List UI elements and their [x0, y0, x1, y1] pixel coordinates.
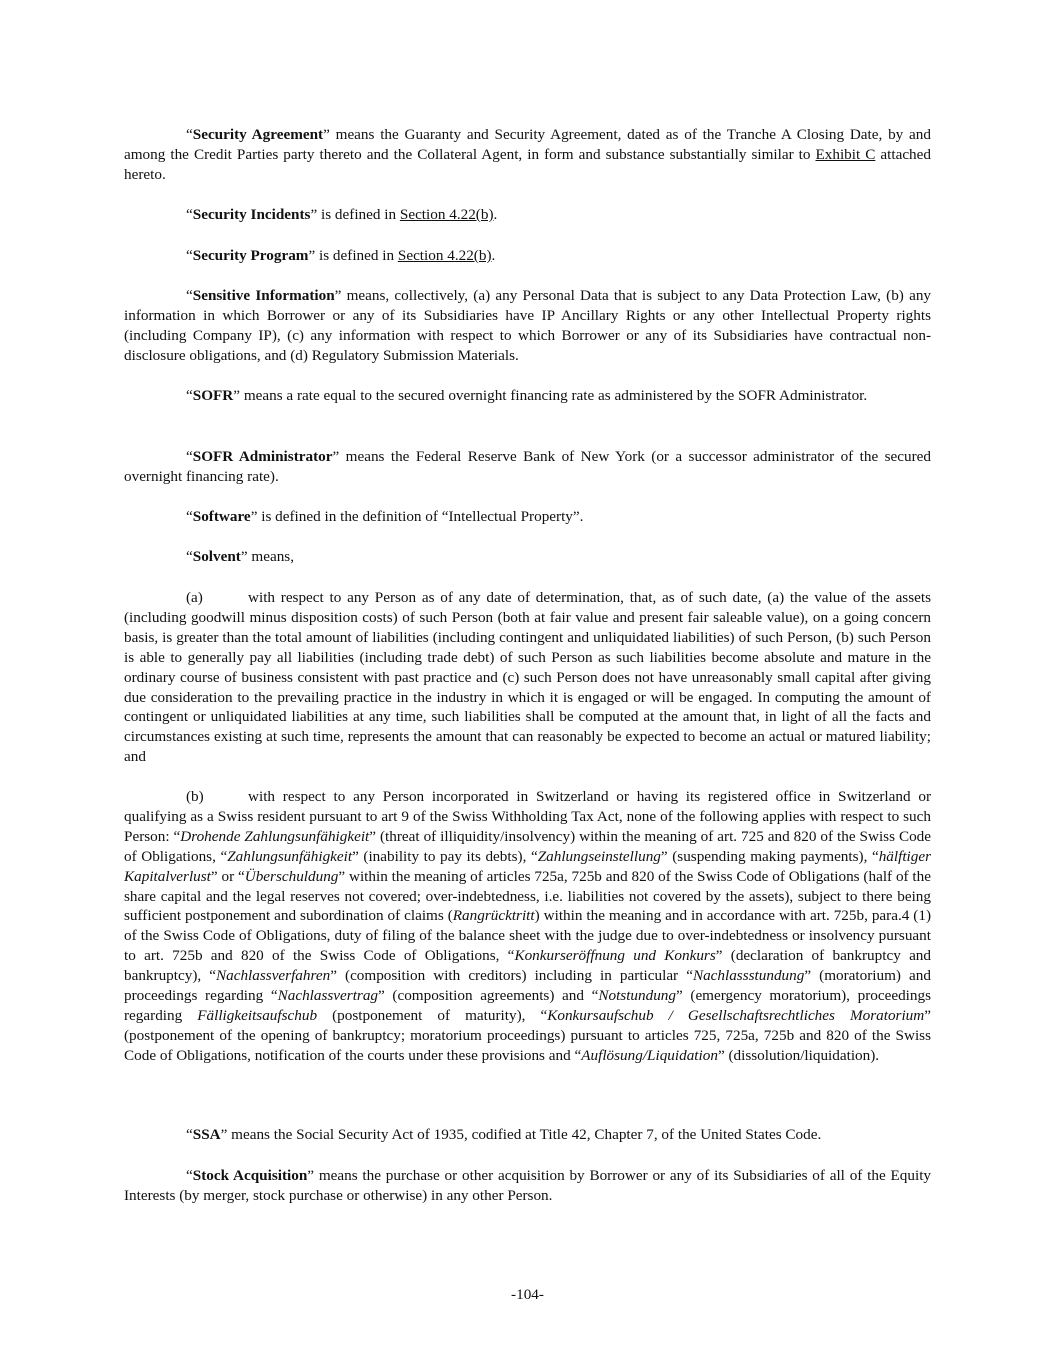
defined-term: Solvent	[192, 548, 241, 565]
definition-stock-acquisition: “Stock Acquisition” means the purchase or other acquisition by Borrower or any of its Subsidiaries of all of the Equity Interests (by merger, stock purchase or otherwise) in any other Person.	[124, 1167, 932, 1204]
definition-solvent: “Solvent” means,	[186, 548, 295, 565]
defined-term: SOFR Administrator	[192, 448, 333, 465]
defined-term: SOFR	[192, 387, 234, 404]
defined-term: Security Agreement	[192, 126, 324, 143]
defined-term: SSA	[192, 1126, 221, 1143]
defined-term: Security Incidents	[192, 206, 311, 223]
definition-security-program: “Security Program” is defined in Section 4.22(b).	[186, 247, 496, 264]
cross-reference-link: Section 4.22(b)	[399, 206, 494, 223]
clause-label: (b)	[186, 788, 204, 805]
definition-software: “Software” is defined in the definition of “Intellectual Property”.	[186, 508, 584, 525]
clause-label: (a)	[186, 589, 203, 606]
cross-reference-link: Exhibit C	[815, 145, 876, 163]
definition-ssa: “SSA” means the Social Security Act of 1935, codified at Title 42, Chapter 7, of the United States Code.	[186, 1126, 822, 1143]
defined-term: Security Program	[192, 247, 309, 264]
defined-term: Software	[192, 508, 251, 525]
defined-term: Stock Acquisition	[192, 1167, 308, 1184]
definition-sofr: “SOFR” means a rate equal to the secured overnight financing rate as administered by the SOFR Administrator.	[186, 387, 868, 404]
page-number: -104-	[511, 1286, 544, 1303]
solvent-clause-a: (a) with respect to any Person as of any date of determination, that, as of such date, (a) the value of the assets (including goodwill minus disposition costs) of such Person (both at fair value and present fair saleable value), on a going concern basis, is greater than the total amount of liabilities (including contingent and unliquidated liabilities) of such Person, (b) such Person is able to generally pay all liabilities (including trade debt) of such Person as such liabilities become absolute and mature in the ordinary course of business consistent with past practice and (c) such Person does not have unreasonably small capital after giving due consideration to the prevailing practice in the industry in which it is engaged or will be engaged. In computing the amount of contingent or unliquidated liabilities at any time, such liabilities shall be computed at the amount that, in light of all the facts and circumstances existing at such time, represents the amount that can reasonably be expected to become an actual or matured liability; and	[124, 589, 931, 766]
cross-reference-link: Section 4.22(b)	[397, 247, 492, 264]
definition-security-incidents: “Security Incidents” is defined in Section 4.22(b).	[186, 206, 498, 223]
definition-security-agreement: “Security Agreement” means the Guaranty and Security Agreement, dated as of the Tranche A Closing Date, by and among the Credit Parties party thereto and the Collateral Agent, in form and substance substantially similar to Exhibit C attached hereto.	[124, 126, 931, 183]
solvent-clause-b: (b) with respect to any Person incorporated in Switzerland or having its registered office in Switzerland or qualifying as a Swiss resident pursuant to art 9 of the Swiss Withholding Tax Act, none of the following applies with respect to such Person: “Drohende Zahlungsunfähigkeit” (threat of illiquidity/insolvency) within the meaning of art. 725 and 820 of the Swiss Code of Obligations, “Zahlungsunfähigkeit” (inability to pay its debts), “Zahlungseinstellung” (suspending making payments), “hälftiger Kapitalverlust” or “Überschuldung” within the meaning of articles 725a, 725b and 820 of the Swiss Code of Obligations (half of the share capital and the legal reserves not covered; over-indebtedness, i.e. liabilities not covered by the assets), subject to there being sufficient postponement and subordination of claims (Rangrücktritt) within the meaning and in accordance with art. 725b, para.4 (1) of the Swiss Code of Obligations, duty of filing of the balance sheet with the judge due to over-indebtedness or insolvency pursuant to art. 725b and 820 of the Swiss Code of Obligations, “Konkurseröffnung und Konkurs” (declaration of bankruptcy and bankruptcy), “Nachlassverfahren” (composition with creditors) including in particular “Nachlassstundung” (moratorium) and proceedings regarding “Nachlassvertrag” (composition agreements) and “Notstundung” (emergency moratorium), proceedings regarding Fälligkeitsaufschub (postponement of maturity), “Konkursaufschub / Gesellschaftsrechtliches Moratorium” (postponement of the opening of bankruptcy; moratorium proceedings) pursuant to articles 725, 725a, 725b and 820 of the Swiss Code of Obligations, notification of the courts under these provisions and “Auflösung/Liquidation” (dissolution/liquidation).	[124, 788, 932, 1064]
defined-term: Sensitive Information	[192, 287, 335, 304]
definition-sofr-administrator: “SOFR Administrator” means the Federal Reserve Bank of New York (or a successor administrator of the secured overnight financing rate).	[124, 448, 931, 485]
definition-sensitive-information: “Sensitive Information” means, collectively, (a) any Personal Data that is subject to any Data Protection Law, (b) any information in which Borrower or any of its Subsidiaries have IP Ancillary Rights or any other Intellectual Property rights (including Company IP), (c) any information with respect to which Borrower or any of its Subsidiaries have contractual non-disclosure obligations, and (d) Regulatory Submission Materials.	[124, 287, 932, 364]
